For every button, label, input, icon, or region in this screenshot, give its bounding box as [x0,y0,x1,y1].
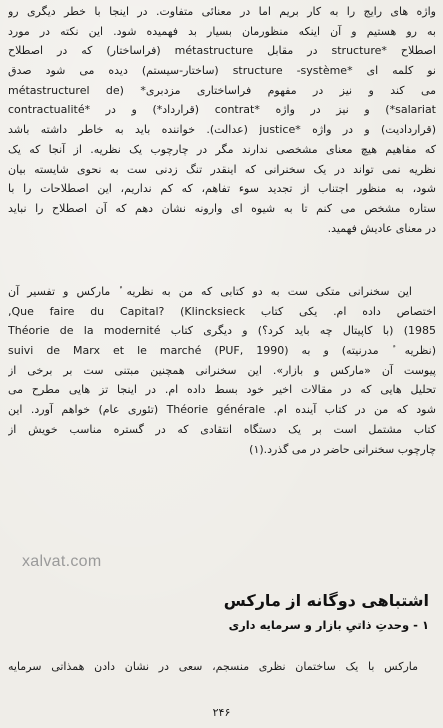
text-line: اصطلاح *structure در مقابل métastructure (فراساختار) که در اصطلاح [8,44,436,58]
text-line: واژه های رایج را به کار بریم اما در معنائی متفاوت. در اینجا با خطر دیگری رو [8,5,436,18]
subsection-heading: ۱ - وحدتِ ذاتیِ بازار و سرمایه داری [228,618,429,632]
section-heading: اشتباهی دوگانه از مارکس [223,591,429,610]
text-line: (نظریه ٔ مدرنیته) و به suivi de Marx et le marché (PUF, 1990) [8,344,436,358]
continuation-line: مارکس با یک ساختمان نظری منسجم، سعی در نشان دادن همذاتی سرمایه [8,660,418,673]
text-line: چارچوب سخنرانی حاضر در می گذرد.(۱) [249,442,436,456]
text-line: شود، به منظور اجتناب از تجدید سوء تفاهم، که کم نداریم، این اصطلاحات را با [8,182,436,196]
text-line: 1985) (با کاپیتال چه باید کرد؟) و دیگری کتاب Théorie de la modernité [8,324,436,338]
text-line: salariat*) و نیز در واژه *contrat (قرارداد*) و در *contractualité [8,103,436,117]
page-number: ۲۴۶ [212,706,231,719]
text-line: تحلیل هایی که در مقالات اخیر خود بسط داده ام. در اینجا تز هایی مطرح می [8,383,436,397]
text-line: ستاره مشخص می کنم تا به شیوه ای وارونه نشان دهم که آن اصطلاح را نباید [8,201,436,215]
text-line: شود که من در کتاب آینده ام. Théorie générale (تئوری عام) خواهم آورد. این [8,403,436,417]
text-line: این سخنرانی متکی ست به دو کتابی که من به نظریه ٔ مارکس و تفسیر آن [8,285,412,298]
body-paragraph-1 [8,2,436,238]
text-line: در معنای عادیش فهمید. [327,221,436,235]
body-paragraph-2 [8,282,436,459]
text-line: (قراردادیت) و در واژه *justice (عدالت). خواننده باید به خاطر داشته باشد [8,123,436,137]
watermark: xalvat.com [22,553,102,570]
text-line: که مفاهیم هیچ معنای مشخصی ندارند مگر در چارچوب یک نظریه. از آنجا که یک [8,142,436,156]
text-line: به رو هستیم و آن اینکه منظورمان بسیار بد فهمیده شود. این نکته در مورد [8,24,436,38]
text-line: پیوست آن «مارکس و بازار». این سخنرانی همچنین مبتنی ست بر برخی از [8,363,436,377]
text-line: کتاب مشتمل است بر یک دستگاه انتقادی که در گستره مناسب خویش از [8,422,436,436]
text-line: نظریه نمی تواند در یک سخنرانی که اینقدر تنگ زدنی ست به نحوی شایسته بیان [8,162,436,176]
text-line: می کند و نیز در مفهوم فراساختاری مزدبری* (métastructurel de [8,83,436,97]
text-line: نو کلمه ای *structure -système (ساختار-سیستم) دیده می شود صدق [8,64,436,78]
text-line: اختصاص داده ام. یکی کتاب Que faire du Capital? (Klincksieck, [8,304,436,318]
